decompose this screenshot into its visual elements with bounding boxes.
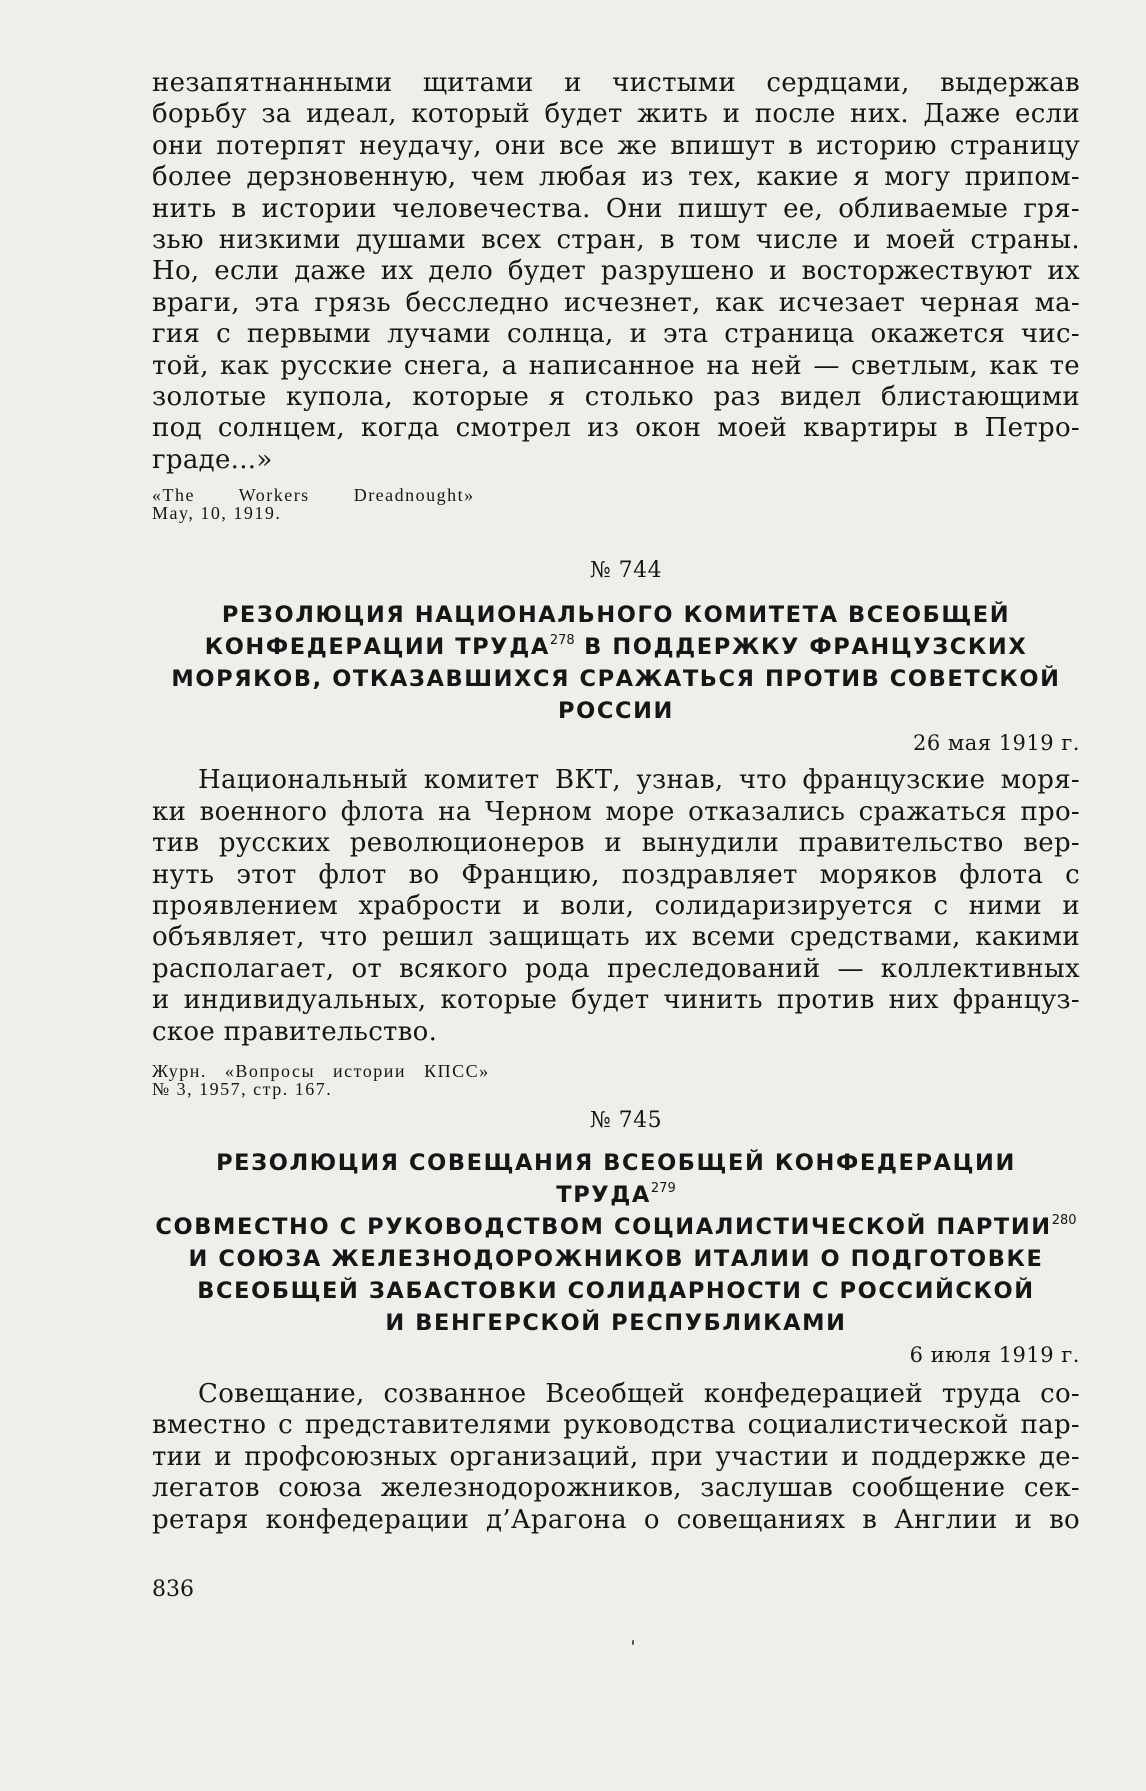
text-line: незапятнанными щитами и чистыми сердцами, выдержав <box>152 68 1080 98</box>
source-line: Журн. «Вопросы истории КПСС» <box>152 1060 490 1081</box>
text-line: Совещание, созванное Всеобщей конфедерацией труда со- <box>198 1378 1080 1409</box>
scan-speck <box>632 1640 634 1645</box>
title-line: РЕЗОЛЮЦИЯ НАЦИОНАЛЬНОГО КОМИТЕТА ВСЕОБЩЕЙ <box>221 602 1011 629</box>
document-body <box>152 1379 1080 1536</box>
text-line: враги, эта грязь бесследно исчезнет, как исчезает черная ма- <box>152 287 1080 318</box>
text-line: более дерзновенную, чем любая из тех, какие я могу припом- <box>152 162 1080 193</box>
document-744 <box>152 558 1080 1098</box>
text-line: зью низкими душами всех стран, в том числе и моей страны. <box>152 225 1080 256</box>
text-line-last: ское правительство. <box>152 1016 438 1047</box>
text-line: объявляет, что решил защищать их всеми средствами, какими <box>152 922 1080 953</box>
footnote-ref: 280 <box>1051 1212 1077 1228</box>
title-line: РОССИИ <box>558 698 674 725</box>
text-line: тив русских революционеров и вынудили правительство вер- <box>152 828 1080 859</box>
title-line: И ВЕНГЕРСКОЙ РЕСПУБЛИКАМИ <box>385 1309 847 1336</box>
document-title <box>152 599 1080 727</box>
text-line: ретаря конфедерации д’Арагона о совещаниях в Англии и во <box>152 1504 1080 1535</box>
text-line: Национальный комитет ВКТ, узнав, что французские моря- <box>198 765 1080 796</box>
document-body <box>152 765 1080 1048</box>
title-segment: В ПОДДЕРЖКУ ФРАНЦУЗСКИХ <box>584 634 1028 661</box>
text-line: гия с первыми лучами солнца, и эта страница окажется чис- <box>152 319 1080 350</box>
document-title <box>152 1147 1080 1339</box>
source-line: № 3, 1957, стр. 167. <box>152 1078 333 1099</box>
document-date: 6 июля 1919 г. <box>909 1342 1080 1367</box>
title-line <box>152 631 1080 663</box>
source-line: «The Workers Dreadnought» <box>152 485 475 506</box>
title-line <box>152 1211 1080 1243</box>
text-line: располагает, от всякого рода преследований — коллективных <box>152 953 1080 984</box>
text-line: легатов союза железнодорожников, заслушав сообщение сек- <box>152 1473 1080 1504</box>
footnote-ref: 279 <box>650 1180 676 1196</box>
page-number: 836 <box>152 1577 194 1602</box>
page-content <box>152 64 1080 1536</box>
text-line: ки военного флота на Черном море отказались сражаться про- <box>152 796 1080 827</box>
text-line: тии и профсоюзных организаций, при участии и поддержке де- <box>152 1441 1080 1472</box>
document-date: 26 мая 1919 г. <box>913 731 1080 756</box>
title-line <box>152 1147 1080 1211</box>
source-citation <box>152 486 1080 522</box>
text-line: нуть этот флот во Францию, поздравляет моряков флота с <box>152 859 1080 890</box>
footnote-ref: 278 <box>549 633 575 649</box>
text-line: борьбу за идеал, который будет жить и после них. Даже если <box>152 99 1080 130</box>
document-number: № 744 <box>589 558 663 584</box>
text-line: вместно с представителями руководства социалистической пар- <box>152 1410 1080 1441</box>
text-line: нить в истории человечества. Они пишут ее, обливаемые гря- <box>152 193 1080 224</box>
title-segment: СОВМЕСТНО С РУКОВОДСТВОМ СОЦИАЛИСТИЧЕСКОЙ ПАРТИИ <box>155 1213 1052 1240</box>
text-line: под солнцем, когда смотрел из окон моей квартиры в Петро- <box>152 413 1080 444</box>
title-segment: КОНФЕДЕРАЦИИ ТРУДА <box>204 634 550 661</box>
text-line: и индивидуальных, которые будет чинить против них француз- <box>152 985 1080 1016</box>
source-line: May, 10, 1919. <box>152 503 282 524</box>
text-line: той, как русские снега, а написанное на ней — светлым, как те <box>152 350 1080 381</box>
document-number: № 745 <box>589 1107 663 1133</box>
source-citation <box>152 1062 1080 1098</box>
text-line: Но, если даже их дело будет разрушено и восторжествуют их <box>152 256 1080 287</box>
continuation-text <box>152 68 1080 476</box>
title-line: И СОЮЗА ЖЕЛЕЗНОДОРОЖНИКОВ ИТАЛИИ О ПОДГОТОВКЕ <box>188 1245 1044 1272</box>
text-line-last: граде...» <box>152 444 273 475</box>
text-line: золотые купола, которые я столько раз видел блистающими <box>152 382 1080 413</box>
title-line: МОРЯКОВ, ОТКАЗАВШИХСЯ СРАЖАТЬСЯ ПРОТИВ СОВЕТСКОЙ <box>171 666 1061 693</box>
title-line: ВСЕОБЩЕЙ ЗАБАСТОВКИ СОЛИДАРНОСТИ С РОССИЙСКОЙ <box>197 1277 1035 1304</box>
title-segment: РЕЗОЛЮЦИЯ СОВЕЩАНИЯ ВСЕОБЩЕЙ КОНФЕДЕРАЦИИ ТРУДА <box>216 1149 1016 1208</box>
text-line: они потерпят неудачу, они все же впишут в историю страницу <box>152 130 1080 161</box>
text-line: проявлением храбрости и воли, солидаризируется с ними и <box>152 890 1080 921</box>
document-745 <box>152 1108 1080 1536</box>
